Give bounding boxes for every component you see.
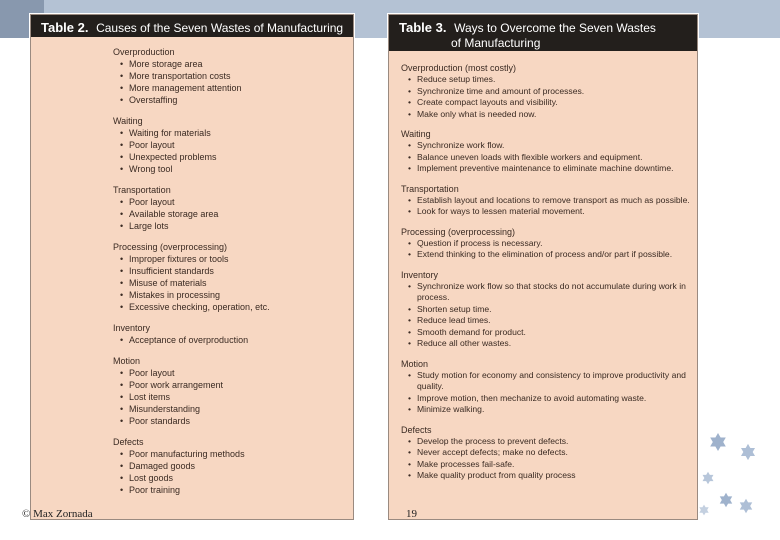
bullet-list bbox=[401, 195, 697, 218]
bullet-list bbox=[401, 238, 697, 261]
bullet-list bbox=[113, 127, 353, 175]
bullet-list bbox=[113, 196, 353, 232]
list-item: • Improper fixtures or tools bbox=[119, 253, 353, 265]
bullet-list bbox=[113, 367, 353, 427]
list-item: • More transportation costs bbox=[119, 70, 353, 82]
list-item: • Implement preventive maintenance to eliminate machine downtime. bbox=[407, 163, 697, 175]
waste-section bbox=[401, 128, 697, 175]
list-item: • Lost items bbox=[119, 391, 353, 403]
list-item: • Misunderstanding bbox=[119, 403, 353, 415]
list-item: • Develop the process to prevent defects. bbox=[407, 436, 697, 448]
list-item: • Establish layout and locations to remove transport as much as possible. bbox=[407, 195, 697, 207]
list-item: • Acceptance of overproduction bbox=[119, 334, 353, 346]
list-item: • Reduce setup times. bbox=[407, 74, 697, 86]
list-item: • Large lots bbox=[119, 220, 353, 232]
list-item: • Make processes fail-safe. bbox=[407, 459, 697, 471]
bullet-list bbox=[113, 334, 353, 346]
list-item: • Waiting for materials bbox=[119, 127, 353, 139]
list-item: • Available storage area bbox=[119, 208, 353, 220]
list-item: • Poor manufacturing methods bbox=[119, 448, 353, 460]
list-item: • Smooth demand for product. bbox=[407, 327, 697, 339]
section-title: Motion bbox=[401, 358, 429, 369]
list-item: • Never accept defects; make no defects. bbox=[407, 447, 697, 459]
bullet-list bbox=[401, 436, 697, 482]
bullet-list bbox=[401, 74, 697, 120]
table-2-sections bbox=[31, 37, 353, 496]
waste-section bbox=[113, 436, 353, 496]
waste-section bbox=[113, 355, 353, 427]
section-title: Processing (overprocessing) bbox=[401, 226, 516, 237]
waste-section bbox=[113, 46, 353, 106]
waste-section bbox=[401, 226, 697, 261]
list-item: • Minimize walking. bbox=[407, 404, 697, 416]
list-item: • Poor layout bbox=[119, 139, 353, 151]
waste-section bbox=[401, 358, 697, 416]
star-icon bbox=[703, 472, 714, 485]
waste-section bbox=[401, 269, 697, 350]
list-item: • Synchronize work flow so that stocks do not accumulate during work in process. bbox=[407, 281, 697, 304]
list-item: • Shorten setup time. bbox=[407, 304, 697, 316]
list-item: • Poor layout bbox=[119, 196, 353, 208]
section-title: Transportation bbox=[113, 185, 171, 195]
table-3-card bbox=[388, 14, 698, 520]
section-title: Waiting bbox=[113, 116, 143, 126]
table-3-number: Table 3. bbox=[399, 20, 447, 35]
table-2-number: Table 2. bbox=[41, 20, 89, 35]
list-item: • Poor layout bbox=[119, 367, 353, 379]
list-item: • Reduce lead times. bbox=[407, 315, 697, 327]
list-item: • Excessive checking, operation, etc. bbox=[119, 301, 353, 313]
bullet-list bbox=[113, 448, 353, 496]
waste-section bbox=[113, 115, 353, 175]
table-2-header bbox=[31, 15, 353, 37]
section-title: Inventory bbox=[401, 269, 439, 280]
star-icon bbox=[720, 493, 732, 507]
list-item: • Reduce all other wastes. bbox=[407, 338, 697, 350]
section-title: Transportation bbox=[401, 183, 459, 194]
list-item: • Extend thinking to the elimination of process and/or part if possible. bbox=[407, 249, 697, 261]
list-item: • Make only what is needed now. bbox=[407, 109, 697, 121]
copyright-footer: © Max Zornada bbox=[22, 508, 93, 520]
list-item: • Mistakes in processing bbox=[119, 289, 353, 301]
waste-section bbox=[113, 184, 353, 232]
waste-section bbox=[401, 62, 697, 120]
waste-section bbox=[113, 322, 353, 346]
star-icon bbox=[740, 499, 752, 513]
list-item: • More storage area bbox=[119, 58, 353, 70]
table-2-card bbox=[30, 14, 354, 520]
table-2-title: Causes of the Seven Wastes of Manufacturing bbox=[96, 21, 344, 35]
list-item: • Balance uneven loads with flexible workers and equipment. bbox=[407, 152, 697, 164]
section-title: Inventory bbox=[113, 323, 151, 333]
bullet-list bbox=[401, 140, 697, 175]
table-3-header bbox=[389, 15, 697, 51]
list-item: • Synchronize work flow. bbox=[407, 140, 697, 152]
list-item: • Overstaffing bbox=[119, 94, 353, 106]
star-icon bbox=[710, 433, 726, 451]
list-item: • Make quality product from quality process bbox=[407, 470, 697, 482]
star-icon bbox=[741, 444, 755, 460]
bullet-list bbox=[401, 281, 697, 350]
waste-section bbox=[401, 183, 697, 218]
list-item: • More management attention bbox=[119, 82, 353, 94]
list-item: • Synchronize time and amount of processes. bbox=[407, 86, 697, 98]
section-title: Overproduction bbox=[113, 47, 175, 57]
list-item: • Poor work arrangement bbox=[119, 379, 353, 391]
table-3-title-line1: Ways to Overcome the Seven Wastes bbox=[454, 21, 656, 35]
section-title: Motion bbox=[113, 356, 141, 366]
list-item: • Wrong tool bbox=[119, 163, 353, 175]
list-item: • Poor training bbox=[119, 484, 353, 496]
bullet-list bbox=[113, 253, 353, 313]
waste-section bbox=[113, 241, 353, 313]
list-item: • Damaged goods bbox=[119, 460, 353, 472]
list-item: • Question if process is necessary. bbox=[407, 238, 697, 250]
table-3-title-line2: of Manufacturing bbox=[451, 36, 541, 50]
section-title: Processing (overprocessing) bbox=[113, 242, 228, 252]
list-item: • Insufficient standards bbox=[119, 265, 353, 277]
section-title: Waiting bbox=[401, 129, 431, 139]
section-title: Defects bbox=[113, 437, 144, 447]
star-icon bbox=[699, 505, 708, 516]
list-item: • Poor standards bbox=[119, 415, 353, 427]
list-item: • Look for ways to lessen material movement. bbox=[407, 206, 697, 218]
section-title: Overproduction (most costly) bbox=[401, 63, 517, 73]
waste-section bbox=[401, 424, 697, 482]
list-item: • Study motion for economy and consistency to improve productivity and quality. bbox=[407, 370, 697, 393]
page-number: 19 bbox=[406, 508, 417, 520]
table-3-sections bbox=[389, 51, 697, 482]
list-item: • Unexpected problems bbox=[119, 151, 353, 163]
list-item: • Create compact layouts and visibility. bbox=[407, 97, 697, 109]
section-title: Defects bbox=[401, 424, 432, 435]
list-item: • Improve motion, then mechanize to avoid automating waste. bbox=[407, 393, 697, 405]
bullet-list bbox=[401, 370, 697, 416]
decorative-stars bbox=[696, 430, 780, 520]
list-item: • Lost goods bbox=[119, 472, 353, 484]
bullet-list bbox=[113, 58, 353, 106]
list-item: • Misuse of materials bbox=[119, 277, 353, 289]
